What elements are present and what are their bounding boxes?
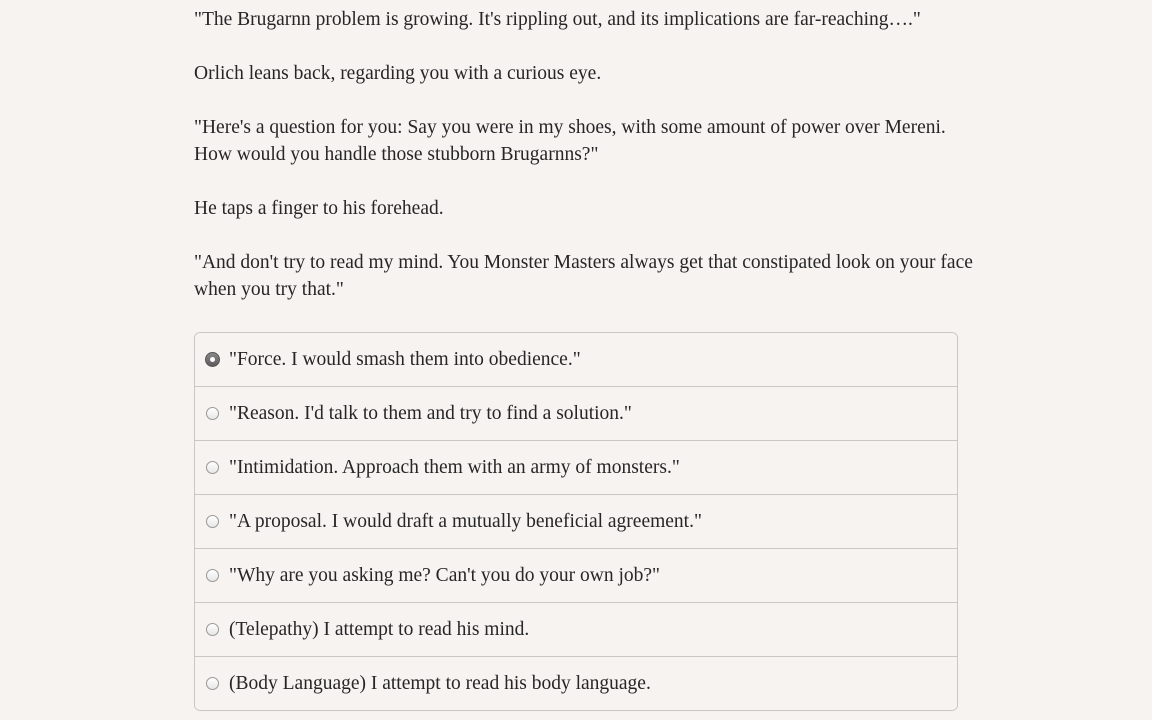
radio-unselected-icon[interactable]	[206, 461, 219, 474]
story-paragraph: "The Brugarnn problem is growing. It's rippling out, and its implications are far-reaching…."	[194, 9, 921, 30]
choice-label: "Force. I would smash them into obedience."	[229, 348, 581, 370]
story-paragraph: Orlich leans back, regarding you with a curious eye.	[194, 63, 602, 84]
radio-selected-icon[interactable]	[205, 352, 220, 367]
radio-unselected-icon[interactable]	[206, 569, 219, 582]
radio-unselected-icon[interactable]	[206, 407, 219, 420]
choice-label: "Intimidation. Approach them with an army of monsters."	[229, 456, 680, 478]
choice-option-intimidation[interactable]	[195, 441, 957, 495]
choice-label: "Why are you asking me? Can't you do your own job?"	[229, 564, 661, 586]
choice-label: (Body Language) I attempt to read his body language.	[229, 672, 651, 694]
radio-unselected-icon[interactable]	[206, 677, 219, 690]
choice-label: "A proposal. I would draft a mutually beneficial agreement."	[229, 510, 702, 532]
story-paragraph: He taps a finger to his forehead.	[194, 198, 444, 219]
choice-option-why-asking[interactable]	[195, 549, 957, 603]
radio-unselected-icon[interactable]	[206, 515, 219, 528]
radio-unselected-icon[interactable]	[206, 623, 219, 636]
choice-option-reason[interactable]	[195, 387, 957, 441]
choice-option-body-language[interactable]	[195, 657, 957, 710]
choice-label: (Telepathy) I attempt to read his mind.	[229, 618, 530, 640]
choice-label: "Reason. I'd talk to them and try to find a solution."	[229, 402, 632, 424]
choice-option-force[interactable]	[195, 333, 957, 387]
choice-option-telepathy[interactable]	[195, 603, 957, 657]
story-paragraph: "And don't try to read my mind. You Monster Masters always get that constipated look on your face when you try that."	[194, 252, 973, 300]
story-text	[194, 6, 974, 330]
choice-option-proposal[interactable]	[195, 495, 957, 549]
choice-list	[194, 332, 958, 711]
story-paragraph: "Here's a question for you: Say you were in my shoes, with some amount of power over Mereni. How would you handle those stubborn Brugarnns?"	[194, 117, 946, 165]
